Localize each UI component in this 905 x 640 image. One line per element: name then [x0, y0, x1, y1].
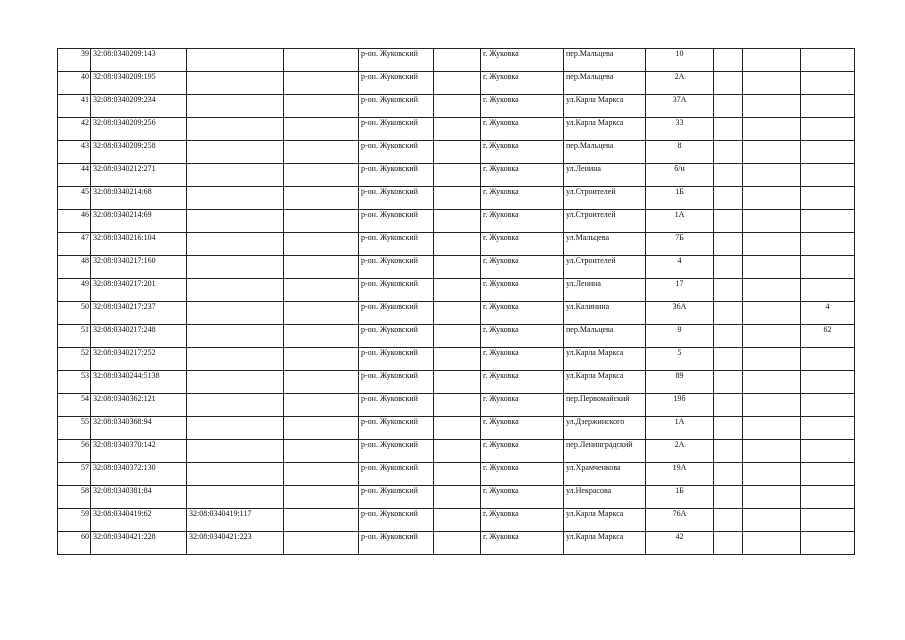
empty-cell [284, 463, 359, 486]
empty-cell [434, 118, 481, 141]
empty-cell [284, 210, 359, 233]
cadastral-number-cell: 32:08:0340217:160 [91, 256, 187, 279]
street-cell: пер.Мальцева [564, 141, 646, 164]
cadastral-number-cell: 32:08:0340216:104 [91, 233, 187, 256]
district-cell: р-он. Жуковский [359, 440, 434, 463]
related-cadastral-cell [187, 486, 284, 509]
street-cell: ул.Ленина [564, 164, 646, 187]
value-cell [801, 440, 855, 463]
table-row [58, 49, 855, 72]
empty-cell [714, 325, 743, 348]
value-cell [801, 348, 855, 371]
district-cell: р-он. Жуковский [359, 394, 434, 417]
related-cadastral-cell [187, 463, 284, 486]
street-cell: ул.Карла Маркса [564, 118, 646, 141]
cadastral-number-cell: 32:08:0340217:237 [91, 302, 187, 325]
table-row [58, 463, 855, 486]
table-body [58, 49, 855, 555]
empty-cell [434, 187, 481, 210]
city-cell: г. Жуковка [481, 532, 564, 555]
cadastral-number-cell: 32:08:0340209:234 [91, 95, 187, 118]
house-number-cell: 7Б [646, 233, 714, 256]
city-cell: г. Жуковка [481, 164, 564, 187]
street-cell: ул.Калинина [564, 302, 646, 325]
empty-cell [434, 279, 481, 302]
cadastral-number-cell: 32:08:0340209:143 [91, 49, 187, 72]
cadastral-number-cell: 32:08:0340362:121 [91, 394, 187, 417]
empty-cell [714, 256, 743, 279]
table-row [58, 187, 855, 210]
empty-cell [714, 486, 743, 509]
street-cell: ул.Карла Маркса [564, 95, 646, 118]
house-number-cell: 2А [646, 440, 714, 463]
empty-cell [284, 95, 359, 118]
empty-cell [743, 486, 801, 509]
house-number-cell: 42 [646, 532, 714, 555]
cadastral-number-cell: 32:08:0340372:130 [91, 463, 187, 486]
district-cell: р-он. Жуковский [359, 302, 434, 325]
empty-cell [743, 164, 801, 187]
value-cell [801, 371, 855, 394]
city-cell: г. Жуковка [481, 279, 564, 302]
cadastral-number-cell: 32:08:0340217:201 [91, 279, 187, 302]
cadastral-number-cell: 32:08:0340212:271 [91, 164, 187, 187]
row-number-cell: 40 [58, 72, 91, 95]
empty-cell [434, 49, 481, 72]
house-number-cell: 17 [646, 279, 714, 302]
street-cell: ул.Строителей [564, 256, 646, 279]
empty-cell [284, 49, 359, 72]
empty-cell [743, 417, 801, 440]
district-cell: р-он. Жуковский [359, 72, 434, 95]
district-cell: р-он. Жуковский [359, 187, 434, 210]
row-number-cell: 41 [58, 95, 91, 118]
district-cell: р-он. Жуковский [359, 325, 434, 348]
cadastral-number-cell: 32:08:0340370:142 [91, 440, 187, 463]
table-row [58, 417, 855, 440]
related-cadastral-cell [187, 302, 284, 325]
district-cell: р-он. Жуковский [359, 371, 434, 394]
empty-cell [434, 325, 481, 348]
empty-cell [743, 509, 801, 532]
empty-cell [743, 394, 801, 417]
row-number-cell: 47 [58, 233, 91, 256]
cadastral-number-cell: 32:08:0340244:5138 [91, 371, 187, 394]
cadastral-number-cell: 32:08:0340421:228 [91, 532, 187, 555]
house-number-cell: 19б [646, 394, 714, 417]
empty-cell [434, 141, 481, 164]
house-number-cell: 37А [646, 95, 714, 118]
city-cell: г. Жуковка [481, 95, 564, 118]
empty-cell [714, 440, 743, 463]
value-cell [801, 532, 855, 555]
row-number-cell: 46 [58, 210, 91, 233]
empty-cell [714, 348, 743, 371]
related-cadastral-cell [187, 164, 284, 187]
value-cell [801, 256, 855, 279]
empty-cell [284, 486, 359, 509]
empty-cell [714, 302, 743, 325]
value-cell [801, 463, 855, 486]
empty-cell [743, 187, 801, 210]
house-number-cell: 19А [646, 463, 714, 486]
cadastral-number-cell: 32:08:0340217:252 [91, 348, 187, 371]
table-row [58, 348, 855, 371]
district-cell: р-он. Жуковский [359, 210, 434, 233]
district-cell: р-он. Жуковский [359, 486, 434, 509]
value-cell [801, 141, 855, 164]
empty-cell [743, 210, 801, 233]
value-cell [801, 417, 855, 440]
empty-cell [434, 509, 481, 532]
table-row [58, 72, 855, 95]
value-cell [801, 187, 855, 210]
district-cell: р-он. Жуковский [359, 256, 434, 279]
empty-cell [434, 210, 481, 233]
empty-cell [284, 164, 359, 187]
city-cell: г. Жуковка [481, 141, 564, 164]
table-row [58, 371, 855, 394]
house-number-cell: 8 [646, 141, 714, 164]
row-number-cell: 59 [58, 509, 91, 532]
related-cadastral-cell [187, 394, 284, 417]
row-number-cell: 48 [58, 256, 91, 279]
empty-cell [743, 279, 801, 302]
street-cell: ул.Карла Маркса [564, 509, 646, 532]
city-cell: г. Жуковка [481, 302, 564, 325]
district-cell: р-он. Жуковский [359, 417, 434, 440]
district-cell: р-он. Жуковский [359, 348, 434, 371]
house-number-cell: 10 [646, 49, 714, 72]
row-number-cell: 53 [58, 371, 91, 394]
value-cell [801, 118, 855, 141]
empty-cell [743, 49, 801, 72]
city-cell: г. Жуковка [481, 394, 564, 417]
empty-cell [714, 417, 743, 440]
house-number-cell: 1Б [646, 187, 714, 210]
row-number-cell: 49 [58, 279, 91, 302]
table-row [58, 394, 855, 417]
related-cadastral-cell [187, 440, 284, 463]
empty-cell [434, 486, 481, 509]
district-cell: р-он. Жуковский [359, 49, 434, 72]
street-cell: ул.Карла Маркса [564, 371, 646, 394]
empty-cell [284, 532, 359, 555]
district-cell: р-он. Жуковский [359, 509, 434, 532]
empty-cell [743, 141, 801, 164]
empty-cell [284, 417, 359, 440]
street-cell: ул.Мальцева [564, 233, 646, 256]
related-cadastral-cell: 32:08:0340421:223 [187, 532, 284, 555]
empty-cell [434, 302, 481, 325]
value-cell: 62 [801, 325, 855, 348]
empty-cell [714, 394, 743, 417]
related-cadastral-cell [187, 279, 284, 302]
empty-cell [714, 509, 743, 532]
empty-cell [714, 210, 743, 233]
house-number-cell: 1А [646, 417, 714, 440]
related-cadastral-cell [187, 348, 284, 371]
empty-cell [434, 256, 481, 279]
house-number-cell: 1Б [646, 486, 714, 509]
district-cell: р-он. Жуковский [359, 233, 434, 256]
cadastral-number-cell: 32:08:0340209:195 [91, 72, 187, 95]
value-cell [801, 279, 855, 302]
city-cell: г. Жуковка [481, 233, 564, 256]
empty-cell [284, 256, 359, 279]
street-cell: ул.Карла Маркса [564, 348, 646, 371]
empty-cell [284, 279, 359, 302]
cadastral-number-cell: 32:08:0340214:68 [91, 187, 187, 210]
empty-cell [284, 141, 359, 164]
cadastral-number-cell: 32:08:0340214:69 [91, 210, 187, 233]
value-cell [801, 486, 855, 509]
table-row [58, 141, 855, 164]
empty-cell [714, 371, 743, 394]
district-cell: р-он. Жуковский [359, 118, 434, 141]
value-cell: 4 [801, 302, 855, 325]
table-row [58, 233, 855, 256]
table-row [58, 509, 855, 532]
house-number-cell: 4 [646, 256, 714, 279]
street-cell: ул.Ленина [564, 279, 646, 302]
row-number-cell: 45 [58, 187, 91, 210]
empty-cell [434, 95, 481, 118]
empty-cell [284, 233, 359, 256]
street-cell: пер.Ленинградский [564, 440, 646, 463]
city-cell: г. Жуковка [481, 118, 564, 141]
house-number-cell: 9 [646, 325, 714, 348]
house-number-cell: 89 [646, 371, 714, 394]
street-cell: ул.Храмченкова [564, 463, 646, 486]
empty-cell [714, 141, 743, 164]
value-cell [801, 95, 855, 118]
house-number-cell: 2А [646, 72, 714, 95]
related-cadastral-cell [187, 371, 284, 394]
table-row [58, 164, 855, 187]
value-cell [801, 49, 855, 72]
value-cell [801, 394, 855, 417]
empty-cell [434, 417, 481, 440]
empty-cell [743, 302, 801, 325]
house-number-cell: 1А [646, 210, 714, 233]
empty-cell [434, 348, 481, 371]
empty-cell [714, 532, 743, 555]
related-cadastral-cell [187, 72, 284, 95]
empty-cell [284, 187, 359, 210]
district-cell: р-он. Жуковский [359, 532, 434, 555]
empty-cell [284, 348, 359, 371]
cadastral-number-cell: 32:08:0340419:62 [91, 509, 187, 532]
district-cell: р-он. Жуковский [359, 279, 434, 302]
empty-cell [434, 463, 481, 486]
city-cell: г. Жуковка [481, 509, 564, 532]
related-cadastral-cell [187, 187, 284, 210]
row-number-cell: 57 [58, 463, 91, 486]
empty-cell [434, 532, 481, 555]
city-cell: г. Жуковка [481, 417, 564, 440]
house-number-cell: 33 [646, 118, 714, 141]
empty-cell [434, 394, 481, 417]
empty-cell [284, 118, 359, 141]
table-row [58, 302, 855, 325]
table-row [58, 256, 855, 279]
land-parcels-table [57, 48, 855, 555]
value-cell [801, 210, 855, 233]
street-cell: ул.Некрасова [564, 486, 646, 509]
empty-cell [284, 371, 359, 394]
house-number-cell: 36А [646, 302, 714, 325]
house-number-cell: б/н [646, 164, 714, 187]
cadastral-number-cell: 32:08:0340209:256 [91, 118, 187, 141]
table-row [58, 532, 855, 555]
street-cell: ул.Строителей [564, 210, 646, 233]
empty-cell [284, 509, 359, 532]
table-row [58, 118, 855, 141]
empty-cell [743, 348, 801, 371]
empty-cell [743, 233, 801, 256]
row-number-cell: 51 [58, 325, 91, 348]
city-cell: г. Жуковка [481, 463, 564, 486]
street-cell: пер.Мальцева [564, 325, 646, 348]
street-cell: пер.Первомайский [564, 394, 646, 417]
related-cadastral-cell [187, 417, 284, 440]
empty-cell [434, 440, 481, 463]
empty-cell [743, 463, 801, 486]
cadastral-number-cell: 32:08:0340209:258 [91, 141, 187, 164]
city-cell: г. Жуковка [481, 49, 564, 72]
empty-cell [714, 187, 743, 210]
city-cell: г. Жуковка [481, 325, 564, 348]
row-number-cell: 50 [58, 302, 91, 325]
house-number-cell: 76А [646, 509, 714, 532]
row-number-cell: 60 [58, 532, 91, 555]
city-cell: г. Жуковка [481, 486, 564, 509]
empty-cell [714, 72, 743, 95]
related-cadastral-cell [187, 325, 284, 348]
related-cadastral-cell [187, 141, 284, 164]
row-number-cell: 52 [58, 348, 91, 371]
table-row [58, 210, 855, 233]
row-number-cell: 43 [58, 141, 91, 164]
table-row [58, 440, 855, 463]
empty-cell [743, 371, 801, 394]
empty-cell [284, 325, 359, 348]
value-cell [801, 233, 855, 256]
table-row [58, 486, 855, 509]
empty-cell [714, 164, 743, 187]
cadastral-number-cell: 32:08:0340217:248 [91, 325, 187, 348]
row-number-cell: 56 [58, 440, 91, 463]
related-cadastral-cell: 32:08:0340419:117 [187, 509, 284, 532]
city-cell: г. Жуковка [481, 187, 564, 210]
city-cell: г. Жуковка [481, 371, 564, 394]
related-cadastral-cell [187, 233, 284, 256]
related-cadastral-cell [187, 256, 284, 279]
empty-cell [743, 256, 801, 279]
house-number-cell: 5 [646, 348, 714, 371]
empty-cell [714, 118, 743, 141]
cadastral-number-cell: 32:08:0340381:84 [91, 486, 187, 509]
row-number-cell: 54 [58, 394, 91, 417]
related-cadastral-cell [187, 49, 284, 72]
table-row [58, 95, 855, 118]
empty-cell [743, 440, 801, 463]
city-cell: г. Жуковка [481, 256, 564, 279]
related-cadastral-cell [187, 210, 284, 233]
row-number-cell: 55 [58, 417, 91, 440]
empty-cell [743, 72, 801, 95]
empty-cell [284, 440, 359, 463]
empty-cell [743, 118, 801, 141]
city-cell: г. Жуковка [481, 348, 564, 371]
empty-cell [284, 72, 359, 95]
district-cell: р-он. Жуковский [359, 463, 434, 486]
cadastral-number-cell: 32:08:0340368:94 [91, 417, 187, 440]
value-cell [801, 509, 855, 532]
related-cadastral-cell [187, 118, 284, 141]
empty-cell [714, 463, 743, 486]
empty-cell [714, 95, 743, 118]
row-number-cell: 58 [58, 486, 91, 509]
street-cell: ул.Строителей [564, 187, 646, 210]
empty-cell [434, 233, 481, 256]
empty-cell [434, 72, 481, 95]
district-cell: р-он. Жуковский [359, 164, 434, 187]
row-number-cell: 42 [58, 118, 91, 141]
empty-cell [714, 279, 743, 302]
related-cadastral-cell [187, 95, 284, 118]
street-cell: ул.Карла Маркса [564, 532, 646, 555]
empty-cell [434, 371, 481, 394]
value-cell [801, 72, 855, 95]
city-cell: г. Жуковка [481, 440, 564, 463]
value-cell [801, 164, 855, 187]
row-number-cell: 44 [58, 164, 91, 187]
empty-cell [714, 49, 743, 72]
row-number-cell: 39 [58, 49, 91, 72]
empty-cell [743, 325, 801, 348]
city-cell: г. Жуковка [481, 72, 564, 95]
empty-cell [714, 233, 743, 256]
table-row [58, 325, 855, 348]
empty-cell [743, 95, 801, 118]
district-cell: р-он. Жуковский [359, 95, 434, 118]
street-cell: ул.Дзержинского [564, 417, 646, 440]
street-cell: пер.Мальцева [564, 72, 646, 95]
empty-cell [284, 302, 359, 325]
street-cell: пер.Мальцева [564, 49, 646, 72]
empty-cell [434, 164, 481, 187]
table-row [58, 279, 855, 302]
city-cell: г. Жуковка [481, 210, 564, 233]
empty-cell [284, 394, 359, 417]
empty-cell [743, 532, 801, 555]
district-cell: р-он. Жуковский [359, 141, 434, 164]
